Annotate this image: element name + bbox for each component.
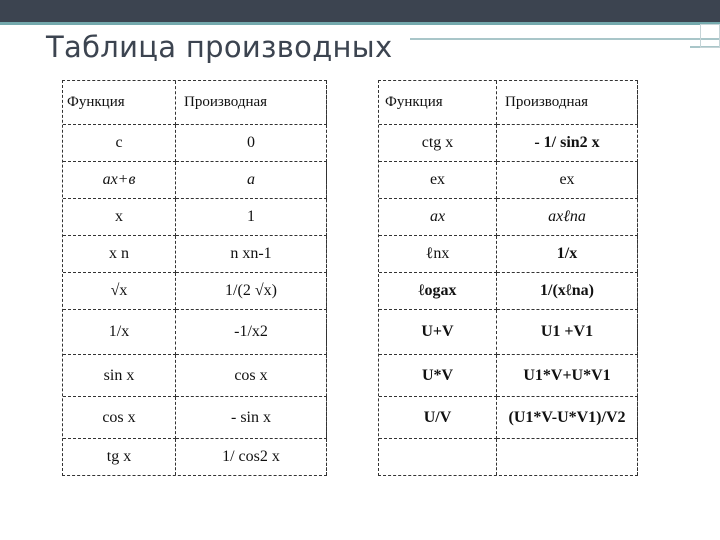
left-derivative-cell: - sin x <box>176 397 327 439</box>
derivative-text: a <box>247 171 255 188</box>
right-derivative-cell: 1/(xℓna) <box>497 273 638 310</box>
left-function-cell: tg x <box>63 439 176 475</box>
left-derivative-cell: -1/x2 <box>176 310 327 355</box>
left-derivative-cell: 1/ cos2 x <box>176 439 327 475</box>
left-function-cell: sin x <box>63 355 176 397</box>
right-header-derivative: Производная <box>497 81 638 125</box>
right-function-cell: ℓnx <box>379 236 497 273</box>
left-function-cell: cos x <box>63 397 176 439</box>
right-function-cell: U/V <box>379 397 497 439</box>
right-derivative-table <box>378 80 638 476</box>
right-function-cell: ℓogax <box>379 273 497 310</box>
left-derivative-cell: cos x <box>176 355 327 397</box>
left-derivative-cell: 1 <box>176 199 327 236</box>
top-header-band <box>0 0 720 22</box>
left-derivative-cell <box>176 236 327 273</box>
right-derivative-cell <box>497 439 638 475</box>
right-function-cell <box>379 439 497 475</box>
right-function-cell: ex <box>379 162 497 199</box>
right-derivative-cell: 1/x <box>497 236 638 273</box>
left-derivative-cell: 0 <box>176 125 327 162</box>
right-derivative-cell: U1 +V1 <box>497 310 638 355</box>
accent-stripe <box>0 22 720 25</box>
right-function-cell: U*V <box>379 355 497 397</box>
function-text: ax <box>429 208 446 225</box>
right-derivative-cell: - 1/ sin2 x <box>497 125 638 162</box>
right-function-cell: U+V <box>379 310 497 355</box>
left-function-cell: 1/x <box>63 310 176 355</box>
function-text: x n <box>109 245 129 262</box>
right-derivative-cell: (U1*V-U*V1)/V2 <box>497 397 638 439</box>
derivative-text: n xn-1 <box>230 245 272 262</box>
slide-title: Таблица производных <box>46 30 393 64</box>
derivative-text: axℓna <box>548 208 586 225</box>
right-header-function: Функция <box>379 81 497 125</box>
left-function-cell: c <box>63 125 176 162</box>
left-function-cell: √x <box>63 273 176 310</box>
function-text: ax+в <box>102 171 136 188</box>
left-function-cell <box>63 162 176 199</box>
left-derivative-table <box>62 80 327 476</box>
right-derivative-cell <box>497 199 638 236</box>
right-derivative-cell: U1*V+U*V1 <box>497 355 638 397</box>
right-derivative-cell: ex <box>497 162 638 199</box>
decorative-box <box>700 24 720 48</box>
left-header-derivative: Производная <box>176 81 327 125</box>
right-function-cell: ctg x <box>379 125 497 162</box>
left-derivative-cell <box>176 162 327 199</box>
decorative-line <box>410 38 720 40</box>
left-header-function: Функция <box>63 81 176 125</box>
left-function-cell <box>63 236 176 273</box>
left-derivative-cell: 1/(2 √x) <box>176 273 327 310</box>
right-function-cell <box>379 199 497 236</box>
left-function-cell: x <box>63 199 176 236</box>
